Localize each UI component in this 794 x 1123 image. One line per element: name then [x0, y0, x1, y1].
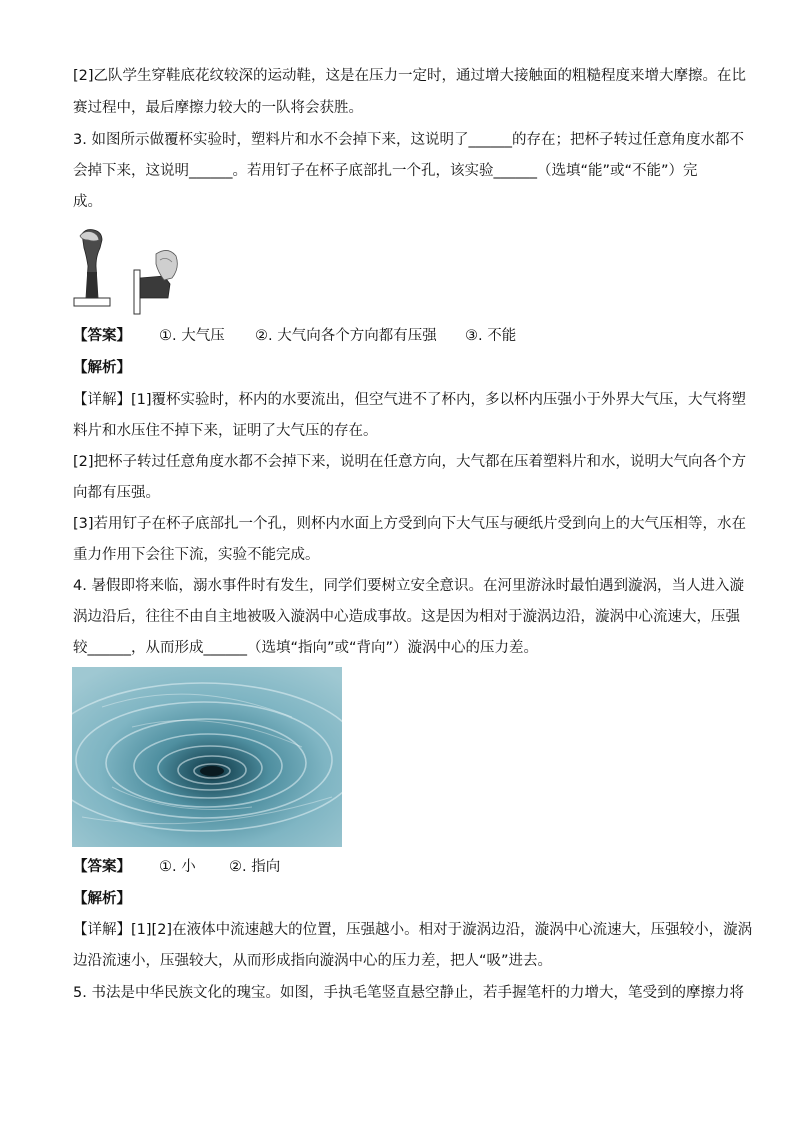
q4-detail-b: 边沿流速小，压强较大，从而形成指向漩涡中心的压力差，把人“吸”进去。	[73, 953, 553, 969]
q4-answer-row	[73, 857, 373, 877]
q4-stem-line-2: 涡边沿后，往往不由自主地被吸入漩涡中心造成事故。这是因为相对于漩涡边沿，漩涡中心流速大，压强	[73, 609, 740, 625]
q3-stem-line-1: 3. 如图所示做覆杯实验时，塑料片和水不会掉下来，这说明了______的存在；把杯子转过任意角度水都不	[73, 132, 744, 148]
q4-analysis-label: 【解析】	[73, 891, 131, 907]
q3-detail-3a: [3]若用钉子在杯子底部扎一个孔，则杯内水面上方受到向下大气压与硬纸片受到向上的大气压相等，水在	[73, 516, 747, 532]
q4-answer-label: 【答案】	[73, 859, 131, 875]
q3-answer-row	[73, 326, 633, 346]
q3-answer-3: ③. 不能	[465, 328, 517, 344]
q3-detail-2a: [2]把杯子转过任意角度水都不会掉下来，说明在任意方向，大气都在压着塑料片和水，说明大气向各个方	[73, 454, 747, 470]
q3-analysis-label: 【解析】	[73, 360, 131, 376]
q4-detail-a: 【详解】[1][2]在液体中流速越大的位置，压强越小。相对于漩涡边沿，漩涡中心流速大，压强较小，漩涡	[73, 922, 753, 938]
whirlpool-photo	[72, 667, 342, 847]
q5-stem-line-1: 5. 书法是中华民族文化的瑰宝。如图，手执毛笔竖直悬空静止，若手握笔杆的力增大，笔受到的摩擦力将	[73, 985, 744, 1001]
q4-answer-2: ②. 指向	[229, 859, 281, 875]
q3-detail-1b: 料片和水压住不掉下来，证明了大气压的存在。	[73, 423, 378, 439]
q3-detail-3b: 重力作用下会往下流，实验不能完成。	[73, 547, 320, 563]
q3-stem-line-2: 会掉下来，这说明______。若用钉子在杯子底部扎一个孔，该实验______（选填“能”或“不能”）完	[73, 163, 698, 179]
q3-answer-label: 【答案】	[73, 328, 131, 344]
q3-answer-2: ②. 大气向各个方向都有压强	[255, 328, 437, 344]
q4-stem-line-1: 4. 暑假即将来临，溺水事件时有发生，同学们要树立安全意识。在河里游泳时最怕遇到漩涡，当人进入漩	[73, 578, 744, 594]
q3-answer-1: ①. 大气压	[159, 328, 225, 344]
q2-detail-line-1: [2]乙队学生穿鞋底花纹较深的运动鞋，这是在压力一定时，通过增大接触面的粗糙程度来增大摩擦。在比	[73, 68, 747, 84]
q3-detail-2b: 向都有压强。	[73, 485, 160, 501]
q2-detail-line-2: 赛过程中，最后摩擦力较大的一队将会获胜。	[73, 100, 363, 116]
q3-detail-1a: 【详解】[1]覆杯实验时，杯内的水要流出，但空气进不了杯内，多以杯内压强小于外界大气压，大气将塑	[73, 392, 747, 408]
q4-stem-line-3: 较______，从而形成______（选填“指向”或“背向”）漩涡中心的压力差。	[73, 640, 539, 656]
inverted-cup-figure	[72, 226, 184, 316]
q4-answer-1: ①. 小	[159, 859, 196, 875]
q3-stem-line-3: 成。	[73, 194, 102, 210]
